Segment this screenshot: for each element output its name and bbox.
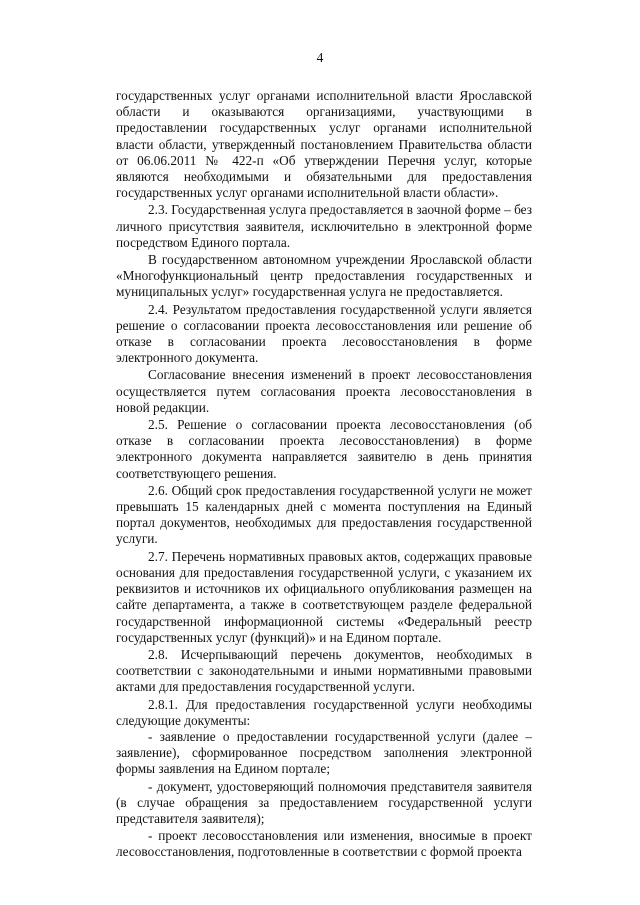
list-item-zayavlenie: - заявление о предоставлении государственной услуги (далее – заявление), сформированное посредством заполнения электронной формы заявления на Едином портале; bbox=[116, 728, 532, 777]
paragraph-continuation: государственных услуг органами исполнительной власти Ярославской области и оказываются организациями, участвующими в предоставлении государственных услуг органами исполнительной власти области, утвержденный постановлением Правительства области от 06.06.2011 № 422-п «Об утверждении Перечня услуг, которые являются необходимыми и обязательными для предоставления государственных услуг органами исполнительной власти области». bbox=[116, 88, 532, 201]
document-body bbox=[116, 88, 532, 861]
list-item-proekt: - проект лесовосстановления или изменения, вносимые в проект лесовосстановления, подготовленные в соответствии с формой проекта bbox=[116, 828, 532, 860]
paragraph-2-6: 2.6. Общий срок предоставления государственной услуги не может превышать 15 календарных дней с момента поступления на Единый портал документов, необходимых для предоставления государственной услуги. bbox=[116, 482, 532, 547]
paragraph-2-5: 2.5. Решение о согласовании проекта лесовосстановления (об отказе в согласовании проекта лесовосстановления) в форме электронного документа направляется заявителю в день принятия соответствующего решения. bbox=[116, 417, 532, 481]
list-item-dokument: - документ, удостоверяющий полномочия представителя заявителя (в случае обращения за предоставлением государственной услуги представителя заявителя); bbox=[116, 778, 532, 826]
paragraph-2-3: 2.3. Государственная услуга предоставляется в заочной форме – без личного присутствия заявителя, исключительно в электронной форме посредством Единого портала. bbox=[116, 202, 532, 250]
page-number: 4 bbox=[316, 50, 324, 65]
paragraph-2-8-1: 2.8.1. Для предоставления государственной услуги необходимы следующие документы: bbox=[116, 696, 532, 728]
paragraph-2-7: 2.7. Перечень нормативных правовых актов, содержащих правовые основания для предоставления государственной услуги, с указанием их реквизитов и источников их официального опубликования размещен на сайте департамента, а также в соответствующем разделе федеральной государственной информационной системы «Федеральный реестр государственных услуг (функций)» и на Едином портале. bbox=[116, 548, 532, 645]
paragraph-mfc: В государственном автономном учреждении Ярославской области «Многофункциональный центр предоставления государственных и муниципальных услуг» государственная услуга не предоставляется. bbox=[116, 252, 532, 300]
paragraph-2-4: 2.4. Результатом предоставления государственной услуги является решение о согласовании проекта лесовосстановления или решение об отказе в согласовании проекта лесовосстановления в форме электронного документа. bbox=[116, 301, 532, 366]
paragraph-2-8: 2.8. Исчерпывающий перечень документов, необходимых в соответствии с законодательными и иными нормативными правовыми актами для предоставления государственной услуги. bbox=[116, 646, 532, 695]
paragraph-soglasovanie: Согласование внесения изменений в проект лесовосстановления осуществляется путем согласования проекта лесовосстановления в новой редакции. bbox=[116, 367, 532, 415]
